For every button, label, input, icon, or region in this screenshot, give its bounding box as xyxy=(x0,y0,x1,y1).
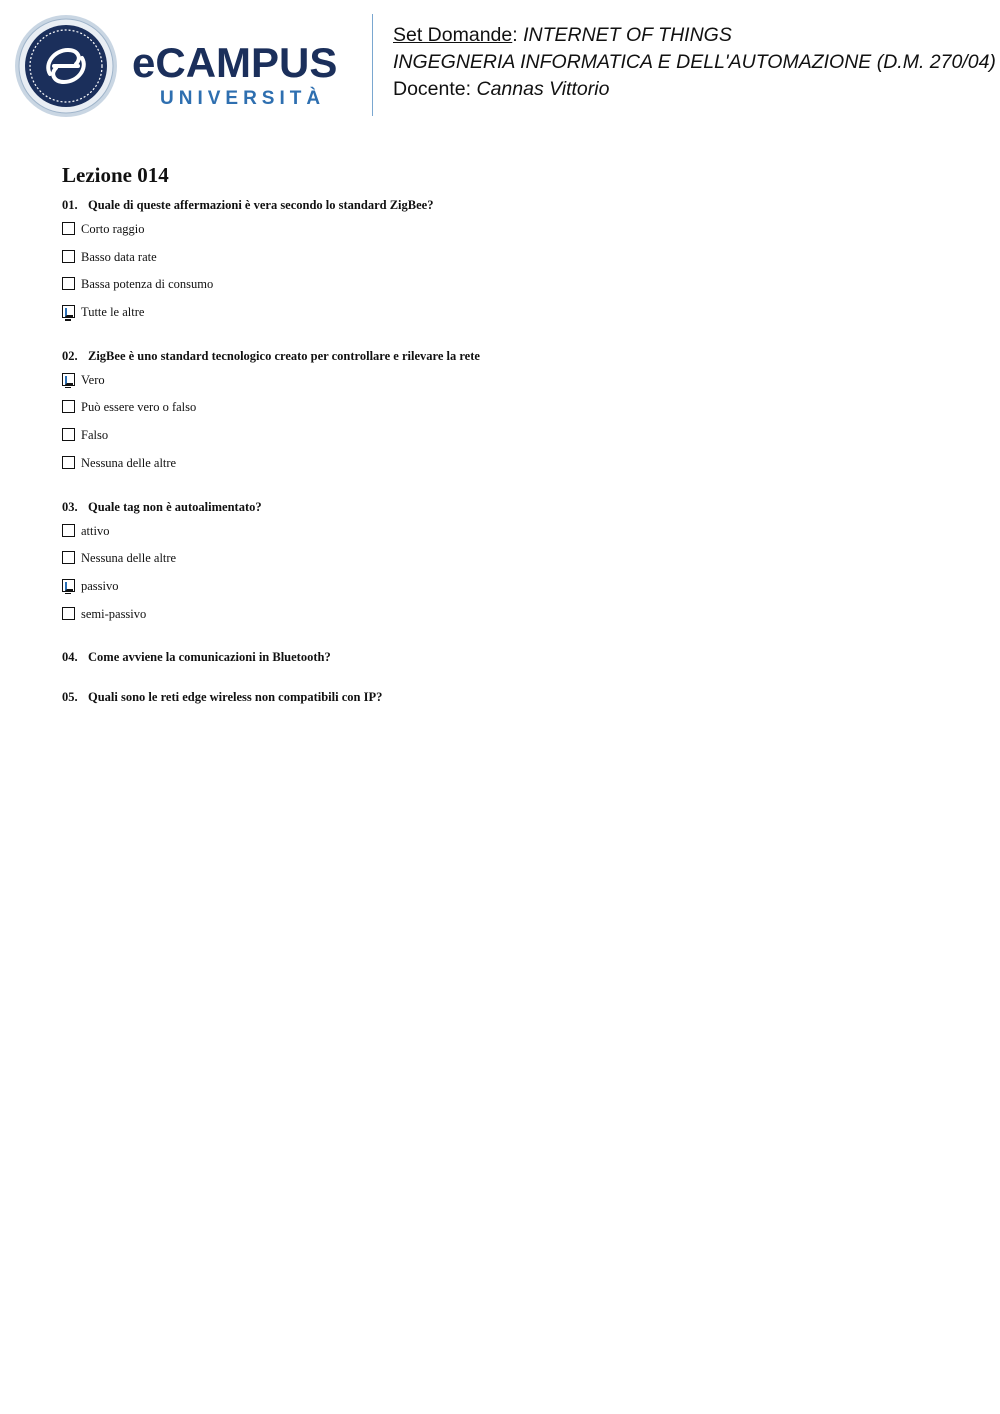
question-number: 04. xyxy=(62,650,78,665)
question-text xyxy=(62,196,962,214)
logo-main-text: eCAMPUS xyxy=(132,39,338,86)
set-value: INTERNET OF THINGS xyxy=(523,24,732,46)
checkbox[interactable] xyxy=(62,551,75,564)
docente-name: Cannas Vittorio xyxy=(476,78,610,100)
option-label: passivo xyxy=(81,578,119,593)
question-label: Quali sono le reti edge wireless non compatibili con IP? xyxy=(88,690,383,705)
set-label: Set Domande xyxy=(393,24,513,46)
option-label: Basso data rate xyxy=(81,249,157,264)
checkbox[interactable] xyxy=(62,456,75,469)
answer-option[interactable] xyxy=(62,607,962,635)
question-01 xyxy=(62,196,962,333)
option-label: attivo xyxy=(81,523,110,538)
question-label: ZigBee è uno standard tecnologico creato per controllare e rilevare la rete xyxy=(88,348,480,363)
option-label: Corto raggio xyxy=(81,222,145,236)
course-name: INGEGNERIA INFORMATICA E DELL'AUTOMAZIONE (D.M. 270/04) xyxy=(393,51,996,73)
answer-option[interactable] xyxy=(62,250,962,278)
option-label: Tutte le altre xyxy=(81,305,145,320)
question-text xyxy=(62,347,962,365)
answer-option[interactable] xyxy=(62,305,962,333)
option-label: Falso xyxy=(81,428,109,443)
docente-label: Docente: xyxy=(393,78,472,100)
lesson-title: Lezione 014 xyxy=(62,163,169,187)
quiz-content xyxy=(62,162,962,728)
checkbox[interactable] xyxy=(62,607,75,620)
answer-option[interactable] xyxy=(62,524,962,552)
checkbox[interactable] xyxy=(62,428,75,441)
question-number: 03. xyxy=(62,499,78,514)
option-label: Bassa potenza di consumo xyxy=(81,277,214,292)
answer-option[interactable] xyxy=(62,456,962,484)
checkbox[interactable] xyxy=(62,400,75,413)
question-text xyxy=(62,688,962,706)
set-line: Set Domande: INTERNET OF THINGS xyxy=(393,24,732,46)
course-info xyxy=(393,22,996,103)
answer-option[interactable] xyxy=(62,373,962,401)
checkbox[interactable] xyxy=(62,250,75,263)
university-seal-logo xyxy=(14,14,118,118)
option-label: Nessuna delle altre xyxy=(81,455,177,470)
question-04 xyxy=(62,648,962,666)
answer-option[interactable] xyxy=(62,277,962,305)
answer-option[interactable] xyxy=(62,222,962,250)
question-02 xyxy=(62,347,962,484)
ecampus-wordmark xyxy=(132,40,360,114)
question-number: 05. xyxy=(62,690,78,705)
answer-option[interactable] xyxy=(62,400,962,428)
question-text xyxy=(62,498,962,516)
question-05 xyxy=(62,688,962,706)
checkbox[interactable] xyxy=(62,277,75,290)
checkbox-checked[interactable] xyxy=(62,305,75,318)
checkbox-checked[interactable] xyxy=(62,373,75,386)
checkbox[interactable] xyxy=(62,524,75,537)
question-label: Come avviene la comunicazioni in Bluetooth? xyxy=(88,650,331,665)
option-label: Può essere vero o falso xyxy=(81,400,197,415)
option-label: Vero xyxy=(81,372,105,387)
logo-sub-text: UNIVERSITÀ xyxy=(160,88,326,109)
question-03 xyxy=(62,498,962,635)
answer-option[interactable] xyxy=(62,579,962,607)
page-header xyxy=(0,0,1000,130)
checkbox-checked[interactable] xyxy=(62,579,75,592)
header-divider xyxy=(372,14,373,116)
checkbox[interactable] xyxy=(62,222,75,235)
question-text xyxy=(62,648,962,666)
question-label: Quale di queste affermazioni è vera secondo lo standard ZigBee? xyxy=(88,198,434,212)
course-line xyxy=(393,49,996,76)
docente-line xyxy=(393,76,996,103)
option-label: semi-passivo xyxy=(81,606,147,621)
option-label: Nessuna delle altre xyxy=(81,551,177,566)
question-label: Quale tag non è autoalimentato? xyxy=(88,499,262,514)
answer-option[interactable] xyxy=(62,551,962,579)
question-number: 01. xyxy=(62,198,78,212)
answer-option[interactable] xyxy=(62,428,962,456)
question-number: 02. xyxy=(62,348,78,363)
